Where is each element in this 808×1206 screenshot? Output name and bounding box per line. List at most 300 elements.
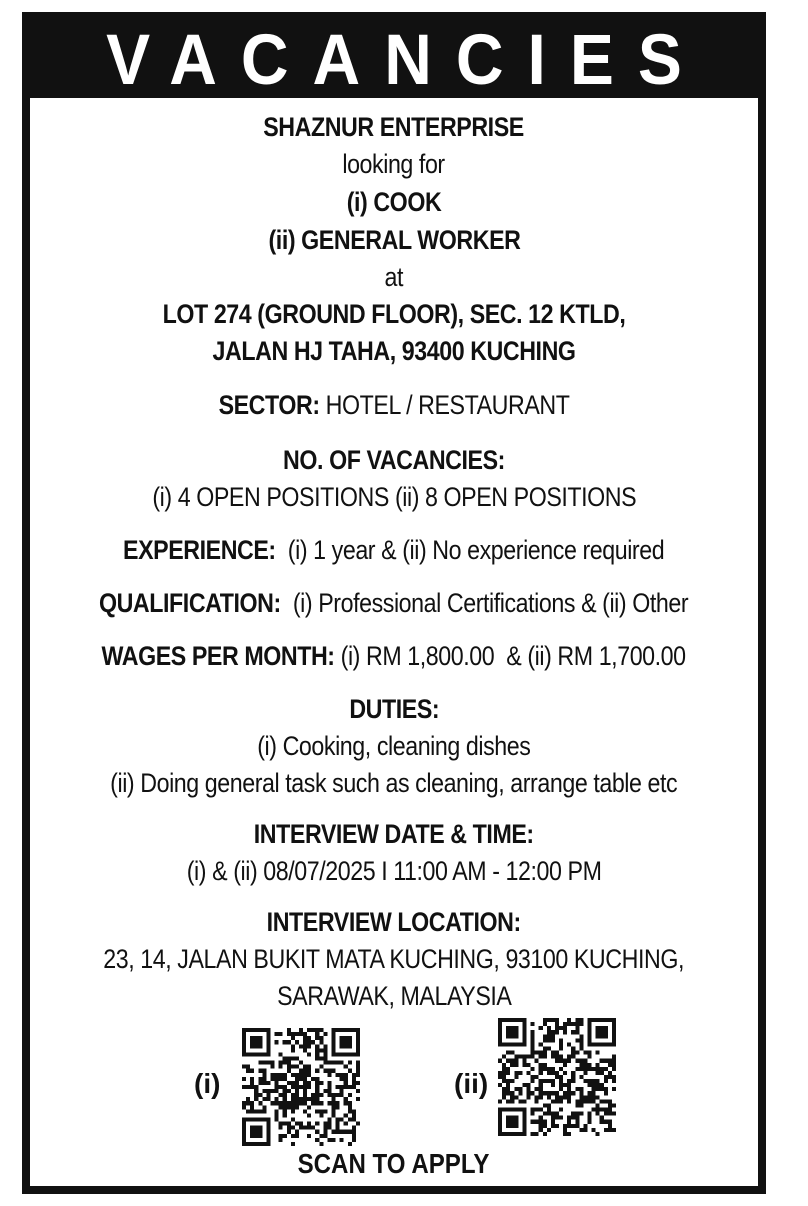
qr-module: [270, 1065, 274, 1069]
qr-module: [531, 1112, 535, 1116]
qr-module: [539, 1026, 543, 1030]
qr-module: [539, 1051, 543, 1055]
qr-module: [592, 1099, 596, 1103]
qr-module: [535, 1075, 539, 1079]
qr-module: [506, 1079, 510, 1083]
qr-module: [575, 1022, 579, 1026]
qr-module: [579, 1046, 583, 1050]
qr-module: [571, 1055, 575, 1059]
qr-module: [303, 1048, 307, 1052]
qr-module: [291, 1073, 295, 1077]
qr-module: [567, 1091, 571, 1095]
qr-module: [250, 1085, 254, 1089]
qr-module: [531, 1030, 535, 1034]
qr-module: [604, 1091, 608, 1095]
qr-module: [242, 1077, 246, 1081]
qr-module: [303, 1081, 307, 1085]
position-cook: (i) COOK: [346, 187, 442, 217]
qr-module: [315, 1138, 319, 1142]
qr-module: [254, 1109, 258, 1113]
qr-module: [551, 1055, 555, 1059]
qr-module: [588, 1112, 592, 1116]
qr-module: [608, 1075, 612, 1079]
qr-module: [567, 1095, 571, 1099]
qr-module: [575, 1030, 579, 1034]
qr-module: [555, 1091, 559, 1095]
qr-module: [352, 1118, 356, 1122]
qr-module: [319, 1036, 323, 1040]
qr-module: [547, 1071, 551, 1075]
qr-module: [575, 1087, 579, 1091]
qr-module: [340, 1118, 344, 1122]
qr-module: [502, 1095, 506, 1099]
qr-module: [535, 1099, 539, 1103]
qr-module: [258, 1109, 262, 1113]
qr-module: [291, 1036, 295, 1040]
qr-module: [596, 1067, 600, 1071]
qr-module: [506, 1059, 510, 1063]
qr-module: [287, 1069, 291, 1073]
qr-module: [307, 1081, 311, 1085]
qr-module: [608, 1124, 612, 1128]
qr-module: [543, 1046, 547, 1050]
qr-module: [506, 1099, 510, 1103]
qr-module: [303, 1089, 307, 1093]
qr-module: [510, 1095, 514, 1099]
qr-module: [287, 1065, 291, 1069]
qr-module: [254, 1093, 258, 1097]
qr-module: [588, 1116, 592, 1120]
qr-module: [299, 1101, 303, 1105]
qr-module: [551, 1030, 555, 1034]
qr-module: [506, 1067, 510, 1071]
qr-module: [551, 1083, 555, 1087]
qr-module: [307, 1073, 311, 1077]
qr-module: [323, 1089, 327, 1093]
qr-module: [543, 1051, 547, 1055]
duties-line-2: (ii) Doing general task such as cleaning, arrange table etc: [110, 768, 678, 798]
qr-module: [547, 1018, 551, 1022]
qr-module: [571, 1046, 575, 1050]
qr-module: [555, 1030, 559, 1034]
qr-module: [311, 1126, 315, 1130]
qr-module: [559, 1087, 563, 1091]
qr-module: [583, 1067, 587, 1071]
qr-module: [555, 1071, 559, 1075]
at-text: at: [384, 262, 404, 292]
qr-module: [319, 1109, 323, 1113]
sector-value: HOTEL / RESTAURANT: [325, 390, 570, 420]
qr-module: [315, 1101, 319, 1105]
qr-module: [307, 1036, 311, 1040]
qr-module: [567, 1087, 571, 1091]
wages-value: (i) RM 1,800.00 & (ii) RM 1,700.00: [341, 641, 687, 671]
qr-module: [563, 1030, 567, 1034]
qr-module: [543, 1120, 547, 1124]
qr-module: [340, 1089, 344, 1093]
qr-module: [510, 1059, 514, 1063]
qr-module: [518, 1071, 522, 1075]
qr-module: [295, 1085, 299, 1089]
qr-module: [526, 1063, 530, 1067]
qr-module: [600, 1108, 604, 1112]
qr-module: [514, 1087, 518, 1091]
qr-module: [319, 1101, 323, 1105]
qr-module: [275, 1032, 279, 1036]
qr-code-general-worker[interactable]: [498, 1018, 616, 1136]
qr-module: [514, 1059, 518, 1063]
qr-module: [352, 1113, 356, 1117]
qr-module: [563, 1071, 567, 1075]
qr-module: [535, 1087, 539, 1091]
qr-module: [539, 1116, 543, 1120]
qr-module: [352, 1130, 356, 1134]
qr-module: [283, 1134, 287, 1138]
qr-module: [295, 1081, 299, 1085]
qr-module: [242, 1085, 246, 1089]
qr-module: [555, 1055, 559, 1059]
wages-row: [30, 638, 758, 675]
qr-module: [323, 1048, 327, 1052]
qr-module: [283, 1101, 287, 1105]
qr-module: [506, 1051, 510, 1055]
qr-module: [344, 1122, 348, 1126]
qr-module: [608, 1099, 612, 1103]
qr-module: [266, 1097, 270, 1101]
qr-module: [303, 1097, 307, 1101]
qr-module: [315, 1085, 319, 1089]
qr-module: [608, 1063, 612, 1067]
qr-module: [543, 1091, 547, 1095]
qr-module: [295, 1101, 299, 1105]
qr-module: [539, 1091, 543, 1095]
qr-module: [579, 1038, 583, 1042]
qr-module: [279, 1126, 283, 1130]
qr-module: [332, 1138, 336, 1142]
qr-module: [575, 1026, 579, 1030]
qr-module: [299, 1097, 303, 1101]
qr-module: [307, 1040, 311, 1044]
qr-module: [270, 1089, 274, 1093]
qr-module: [295, 1056, 299, 1060]
qr-module: [319, 1040, 323, 1044]
qr-module: [311, 1040, 315, 1044]
qr-module: [539, 1108, 543, 1112]
qr-module: [526, 1091, 530, 1095]
qr-module: [311, 1101, 315, 1105]
qr-module: [579, 1034, 583, 1038]
qr-module: [323, 1126, 327, 1130]
qr-module: [352, 1085, 356, 1089]
qr-module: [303, 1044, 307, 1048]
qr-module: [543, 1124, 547, 1128]
qr-module: [510, 1079, 514, 1083]
qr-module: [579, 1067, 583, 1071]
qr-module: [323, 1134, 327, 1138]
qr-module: [612, 1059, 616, 1063]
qr-module: [535, 1095, 539, 1099]
qr-module: [258, 1069, 262, 1073]
qr-module: [543, 1018, 547, 1022]
qr-finder-pattern: [588, 1018, 616, 1046]
duties-line-1: (i) Cooking, cleaning dishes: [257, 731, 531, 761]
qr-module: [567, 1055, 571, 1059]
qr-module: [522, 1055, 526, 1059]
qr-module: [291, 1056, 295, 1060]
qr-module: [283, 1061, 287, 1065]
qr-module: [246, 1085, 250, 1089]
qr-module: [547, 1108, 551, 1112]
qr-module: [299, 1044, 303, 1048]
qr-module: [262, 1069, 266, 1073]
qr-module: [522, 1063, 526, 1067]
qr-module: [315, 1048, 319, 1052]
qr-module: [596, 1051, 600, 1055]
qr-module: [319, 1093, 323, 1097]
qr-module: [539, 1087, 543, 1091]
qr-module: [287, 1061, 291, 1065]
qr-module: [291, 1032, 295, 1036]
qr-finder-pattern: [242, 1028, 270, 1056]
qr-module: [531, 1132, 535, 1136]
qr-module: [551, 1018, 555, 1022]
qr-module: [612, 1055, 616, 1059]
qr-module: [600, 1071, 604, 1075]
qr-module: [291, 1101, 295, 1105]
sector-row: [30, 387, 758, 424]
qr-module: [311, 1097, 315, 1101]
qr-codes: [30, 1028, 758, 1158]
qr-module: [332, 1093, 336, 1097]
qr-module: [592, 1128, 596, 1132]
qr-module: [291, 1044, 295, 1048]
qr-module: [287, 1122, 291, 1126]
qr-module: [575, 1099, 579, 1103]
qr-module: [604, 1128, 608, 1132]
qr-module: [604, 1112, 608, 1116]
qr-module: [291, 1126, 295, 1130]
qr-module: [315, 1077, 319, 1081]
qr-module: [287, 1105, 291, 1109]
qr-module: [575, 1103, 579, 1107]
qr-module: [295, 1089, 299, 1093]
qr-module: [303, 1085, 307, 1089]
qr-module: [323, 1032, 327, 1036]
experience-row: [30, 532, 758, 569]
qr-module: [563, 1022, 567, 1026]
qr-module: [266, 1089, 270, 1093]
qr-module: [563, 1128, 567, 1132]
qr-module: [522, 1059, 526, 1063]
qr-module: [352, 1126, 356, 1130]
qr-module: [604, 1059, 608, 1063]
qr-module: [327, 1081, 331, 1085]
qr-module: [539, 1079, 543, 1083]
qr-module: [502, 1071, 506, 1075]
qr-module: [287, 1101, 291, 1105]
qr-module: [506, 1071, 510, 1075]
qr-module: [283, 1077, 287, 1081]
qr-module: [535, 1132, 539, 1136]
qr-code-cook[interactable]: [242, 1028, 360, 1146]
qr-module: [327, 1118, 331, 1122]
vacancies-value: (i) 4 OPEN POSITIONS (ii) 8 OPEN POSITIONS: [152, 482, 636, 512]
qr-module: [539, 1083, 543, 1087]
qr-module: [352, 1134, 356, 1138]
qr-module: [315, 1081, 319, 1085]
qr-module: [299, 1069, 303, 1073]
qr-module: [356, 1081, 360, 1085]
qr-module: [344, 1081, 348, 1085]
qr-module: [531, 1038, 535, 1042]
qr-module: [279, 1052, 283, 1056]
qr-module: [348, 1061, 352, 1065]
qr-module: [315, 1044, 319, 1048]
qr-module: [262, 1073, 266, 1077]
qr-module: [588, 1055, 592, 1059]
qr-module: [522, 1083, 526, 1087]
qr-module: [262, 1061, 266, 1065]
qr-module: [563, 1063, 567, 1067]
qr-module: [303, 1040, 307, 1044]
qr-module: [315, 1032, 319, 1036]
qr-module: [319, 1113, 323, 1117]
qr-module: [323, 1069, 327, 1073]
qr-module: [535, 1051, 539, 1055]
looking-for-text: looking for: [342, 149, 446, 179]
qr-module: [571, 1022, 575, 1026]
qr-module: [336, 1126, 340, 1130]
qr-module: [315, 1052, 319, 1056]
qr-module: [283, 1073, 287, 1077]
qr-module: [275, 1109, 279, 1113]
qr-module: [559, 1099, 563, 1103]
qr-module: [356, 1097, 360, 1101]
qr-module: [332, 1069, 336, 1073]
qr-module: [588, 1091, 592, 1095]
qr-module: [287, 1130, 291, 1134]
qr-module: [279, 1101, 283, 1105]
qualification-row: [30, 585, 758, 622]
qr-module: [279, 1073, 283, 1077]
qr-module: [600, 1099, 604, 1103]
qr-module: [518, 1099, 522, 1103]
qr-module: [258, 1081, 262, 1085]
qr-module: [531, 1046, 535, 1050]
qr-module: [531, 1051, 535, 1055]
qr-module: [583, 1063, 587, 1067]
qr-module: [563, 1132, 567, 1136]
qr-module: [348, 1085, 352, 1089]
qr-module: [307, 1126, 311, 1130]
qr-module: [336, 1073, 340, 1077]
qr-module: [559, 1067, 563, 1071]
interview-datetime-value: (i) & (ii) 08/07/2025 I 11:00 AM - 12:00 PM: [186, 856, 602, 886]
qr-module: [502, 1067, 506, 1071]
qr-module: [291, 1065, 295, 1069]
qr-module: [311, 1093, 315, 1097]
qr-module: [567, 1116, 571, 1120]
qr-module: [539, 1067, 543, 1071]
qr-module: [299, 1061, 303, 1065]
qr-module: [291, 1118, 295, 1122]
qr-module: [535, 1059, 539, 1063]
qr-module: [547, 1026, 551, 1030]
qr-module: [596, 1079, 600, 1083]
qr-module: [279, 1138, 283, 1142]
qr-finder-pattern: [332, 1028, 360, 1056]
qr-module: [303, 1065, 307, 1069]
qr-module: [283, 1097, 287, 1101]
qr-module: [575, 1038, 579, 1042]
qr-module: [555, 1099, 559, 1103]
qr-module: [242, 1065, 246, 1069]
qr-finder-pattern: [498, 1018, 526, 1046]
qr-module: [348, 1130, 352, 1134]
qr-module: [299, 1073, 303, 1077]
qr-module: [563, 1124, 567, 1128]
qr-module: [604, 1079, 608, 1083]
qr-module: [344, 1130, 348, 1134]
qr-module: [559, 1059, 563, 1063]
qr-module: [596, 1132, 600, 1136]
qr-module: [498, 1075, 502, 1079]
qr-module: [356, 1065, 360, 1069]
qr-module: [254, 1097, 258, 1101]
qr-module: [295, 1130, 299, 1134]
qr-module: [352, 1138, 356, 1142]
qr-module: [336, 1122, 340, 1126]
qr-module: [588, 1120, 592, 1124]
company-name: SHAZNUR ENTERPRISE: [263, 112, 525, 142]
qr-module: [547, 1091, 551, 1095]
qr-module: [275, 1118, 279, 1122]
duties-label: DUTIES:: [349, 694, 439, 724]
qr-module: [596, 1063, 600, 1067]
qr-module: [250, 1081, 254, 1085]
qr-module: [596, 1108, 600, 1112]
qr-module: [571, 1116, 575, 1120]
qr-module: [600, 1083, 604, 1087]
qr-module: [510, 1091, 514, 1095]
qr-module: [567, 1059, 571, 1063]
qr-module: [588, 1067, 592, 1071]
qr-module: [356, 1073, 360, 1077]
qr-module: [612, 1079, 616, 1083]
qr-module: [340, 1077, 344, 1081]
qr-module: [303, 1093, 307, 1097]
qr-module: [319, 1048, 323, 1052]
qr-module: [348, 1109, 352, 1113]
vacancies-label: NO. OF VACANCIES:: [283, 445, 505, 475]
qr-module: [315, 1028, 319, 1032]
qr-module: [323, 1122, 327, 1126]
qr-module: [563, 1095, 567, 1099]
qr-module: [270, 1061, 274, 1065]
qr-module: [275, 1085, 279, 1089]
qr-module: [555, 1112, 559, 1116]
qr-module: [531, 1034, 535, 1038]
qr-module: [526, 1083, 530, 1087]
qr-module: [596, 1112, 600, 1116]
qr-module: [307, 1134, 311, 1138]
qr-module: [336, 1130, 340, 1134]
qr-module: [266, 1081, 270, 1085]
qr-module: [526, 1095, 530, 1099]
experience-label: EXPERIENCE:: [123, 535, 277, 565]
qr-module: [283, 1089, 287, 1093]
qr-module: [526, 1087, 530, 1091]
